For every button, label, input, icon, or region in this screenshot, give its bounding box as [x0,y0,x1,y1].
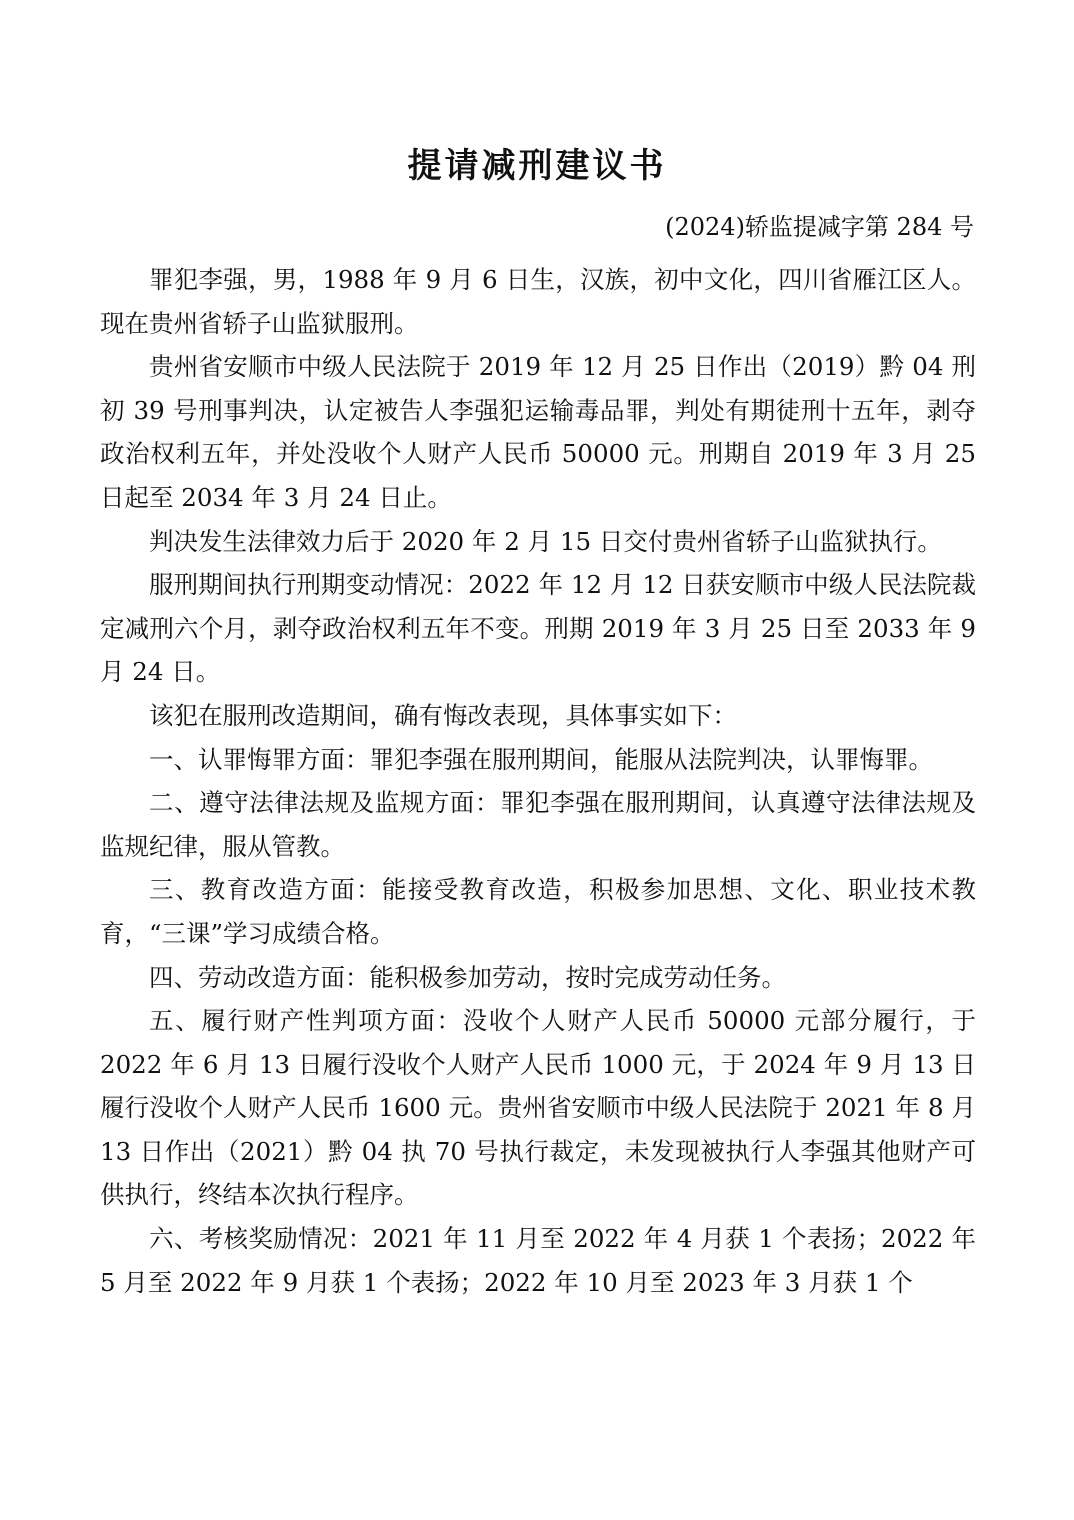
paragraph-repentance-intro: 该犯在服刑改造期间，确有悔改表现，具体事实如下： [149,700,737,730]
document-title: 提请减刑建议书 [407,146,667,186]
paragraph-education: 三、教育改造方面：能接受教育改造，积极参加思想、文化、职业技术教育，“三课”学习成绩合格。 [100,875,976,948]
document-number: (2024)轿监提减字第 284 号 [665,213,974,241]
paragraph-compliance: 二、遵守法律法规及监规方面：罪犯李强在服刑期间，认真遵守法律法规及监规纪律，服从管教。 [100,788,976,861]
paragraph-property: 五、履行财产性判项方面：没收个人财产人民币 50000 元部分履行，于 2022 年 6 月 13 日履行没收个人财产人民币 1000 元，于 2024 年 9 月 13 日履行没收个人财产人民币 1600 元。贵州省安顺市中级人民法院于 2021 年 8 月 13 日作出（2021）黔 04 执 70 号执行裁定，未发现被执行人李强其他财产可供执行，终结本次执行程序。 [100,1006,976,1210]
document-body [100,258,976,1304]
paragraph-judgment: 贵州省安顺市中级人民法院于 2019 年 12 月 25 日作出（2019）黔 04 刑初 39 号刑事判决，认定被告人李强犯运输毒品罪，判处有期徒刑十五年，剥夺政治权利五年，并处没收个人财产人民币 50000 元。刑期自 2019 年 3 月 25 日起至 2034 年 3 月 24 日止。 [100,352,976,512]
paragraph-delivery: 判决发生法律效力后于 2020 年 2 月 15 日交付贵州省轿子山监狱执行。 [149,526,942,556]
paragraph-rewards: 六、考核奖励情况：2021 年 11 月至 2022 年 4 月获 1 个表扬；2022 年 5 月至 2022 年 9 月获 1 个表扬；2022 年 10 月至 2023 年 3 月获 1 个 [100,1224,976,1297]
paragraph-criminal-info: 罪犯李强，男，1988 年 9 月 6 日生，汉族，初中文化，四川省雁江区人。现在贵州省轿子山监狱服刑。 [100,265,976,338]
paragraph-sentence-change: 服刑期间执行刑期变动情况：2022 年 12 月 12 日获安顺市中级人民法院裁定减刑六个月，剥夺政治权利五年不变。刑期 2019 年 3 月 25 日至 2033 年 9 月 24 日。 [100,570,976,687]
paragraph-labor: 四、劳动改造方面：能积极参加劳动，按时完成劳动任务。 [149,962,786,992]
paragraph-plea: 一、认罪悔罪方面：罪犯李强在服刑期间，能服从法院判决，认罪悔罪。 [149,744,933,774]
